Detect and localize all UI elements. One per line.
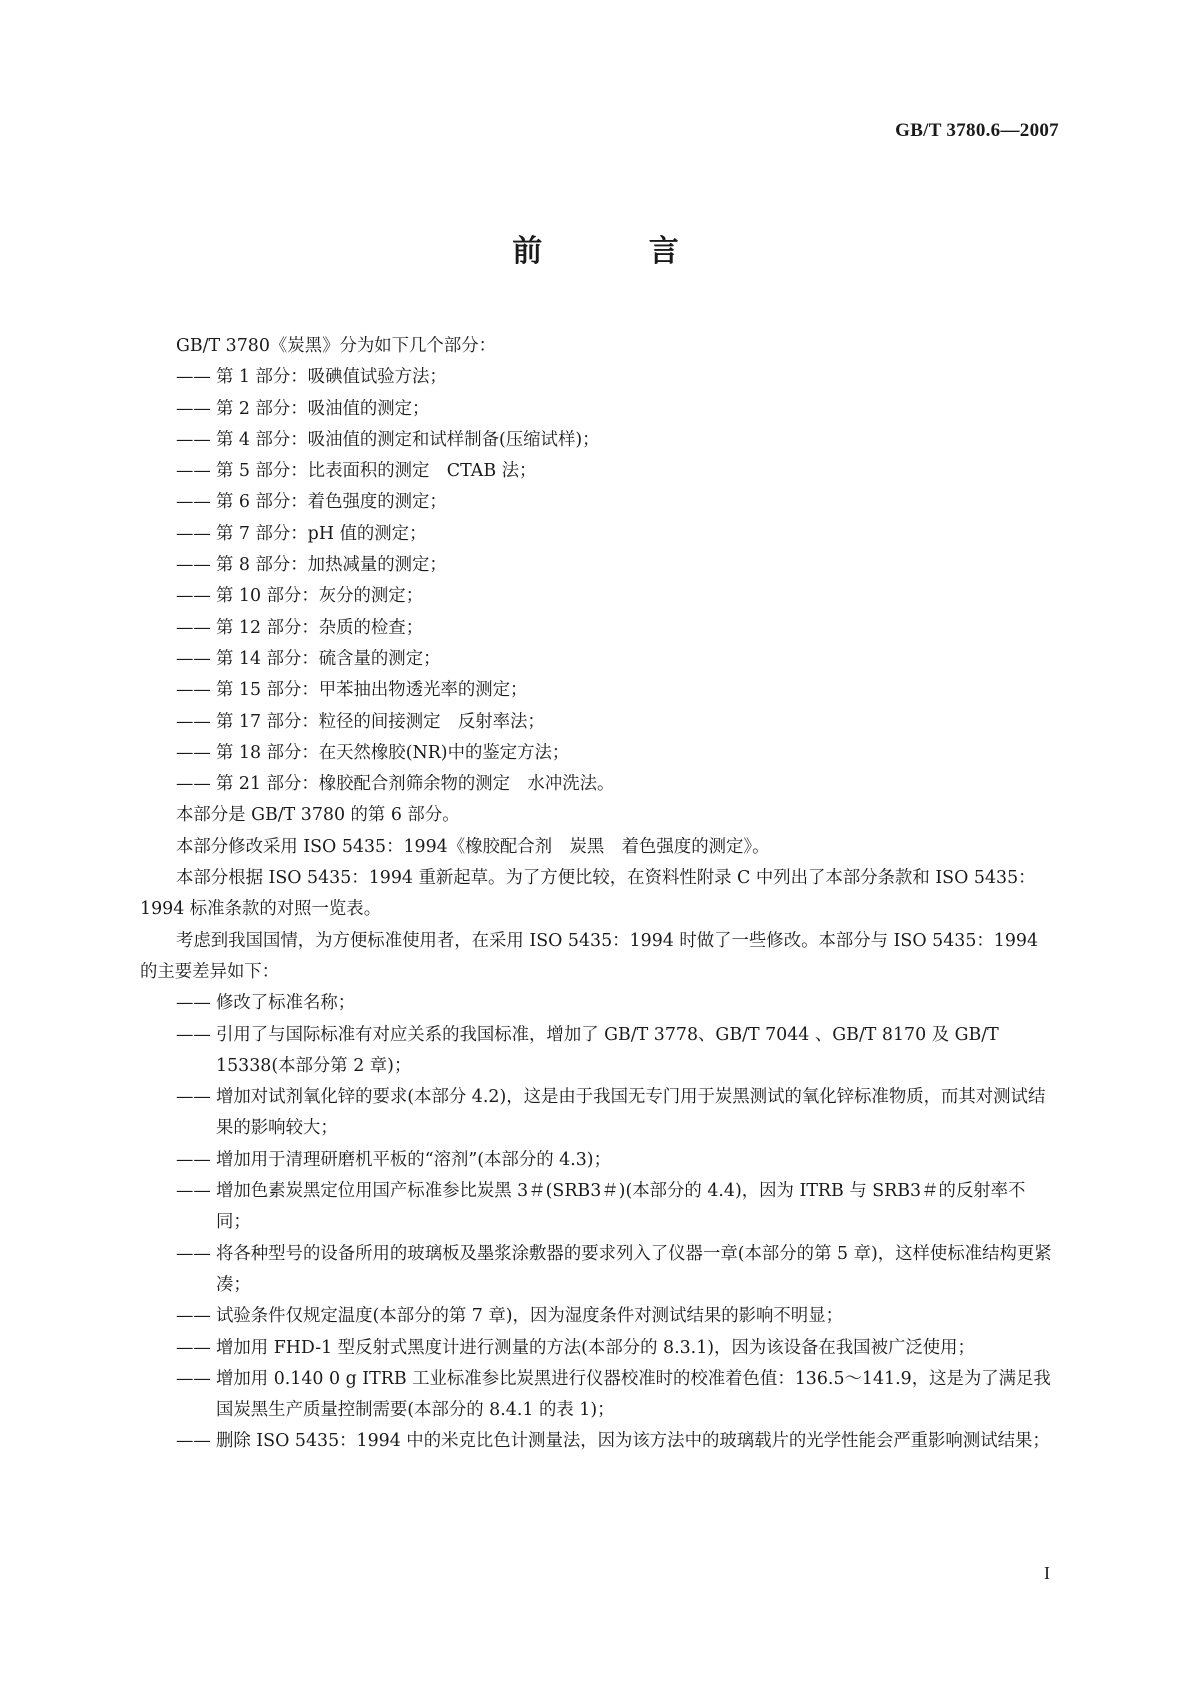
dash-marker: —— (176, 586, 211, 607)
dash-marker: —— (176, 398, 211, 419)
list-item: —— 第 6 部分：着色强度的测定； (140, 487, 1060, 518)
foreword-body (140, 331, 1060, 1458)
list-item: —— 删除 ISO 5435：1994 中的米克比色计测量法，因为该方法中的玻璃载片的光学性能会严重影响测试结果； (140, 1426, 1060, 1457)
intro-paragraph: GB/T 3780《炭黑》分为如下几个部分： (176, 336, 496, 356)
page-title: 前 言 (512, 234, 727, 269)
standard-code: GB/T 3780.6—2007 (895, 120, 1059, 141)
dash-marker: —— (176, 617, 211, 638)
list-item: —— 增加用 FHD-1 型反射式黑度计进行测量的方法(本部分的 8.3.1)，因为该设备在我国被广泛使用； (140, 1333, 1060, 1364)
dash-marker: —— (176, 993, 211, 1014)
dash-marker: —— (176, 711, 211, 732)
dash-marker: —— (176, 1337, 211, 1358)
dash-marker: —— (176, 555, 211, 576)
dash-marker: —— (176, 1181, 211, 1202)
list-item: —— 第 12 部分：杂质的检查； (140, 613, 1060, 644)
dash-marker: —— (176, 1368, 211, 1389)
list-item: —— 第 15 部分：甲苯抽出物透光率的测定； (140, 675, 1060, 706)
list-item: —— 第 10 部分：灰分的测定； (140, 581, 1060, 612)
list-item: —— 第 14 部分：硫含量的测定； (140, 644, 1060, 675)
paragraph: 考虑到我国国情，为方便标准使用者，在采用 ISO 5435：1994 时做了一些修改。本部分与 ISO 5435：1994 的主要差异如下： (140, 930, 1039, 982)
dash-marker: —— (176, 492, 211, 513)
dash-marker: —— (176, 1431, 211, 1452)
dash-marker: —— (176, 680, 211, 701)
dash-marker: —— (176, 429, 211, 450)
list-item: —— 第 18 部分：在天然橡胶(NR)中的鉴定方法； (140, 738, 1060, 769)
paragraph: 本部分是 GB/T 3780 的第 6 部分。 (176, 805, 460, 826)
dash-marker: —— (176, 367, 211, 388)
list-item: —— 增加对试剂氧化锌的要求(本部分 4.2)，这是由于我国无专门用于炭黑测试的氧化锌标准物质，而其对测试结果的影响较大； (140, 1082, 1060, 1145)
list-item: —— 增加用于清理研磨机平板的“溶剂”(本部分的 4.3)； (140, 1145, 1060, 1176)
list-item: —— 第 7 部分：pH 值的测定； (140, 519, 1060, 550)
dash-marker: —— (176, 1243, 211, 1264)
dash-marker: —— (176, 1087, 211, 1108)
list-item: —— 第 21 部分：橡胶配合剂筛余物的测定 水冲洗法。 (140, 769, 1060, 800)
parts-list (140, 362, 1060, 800)
dash-marker: —— (176, 742, 211, 763)
paragraph: 本部分根据 ISO 5435：1994 重新起草。为了方便比较，在资料性附录 C 中列出了本部分条款和 ISO 5435：1994 标准条款的对照一览表。 (140, 868, 1036, 920)
list-item: —— 引用了与国际标准有对应关系的我国标准，增加了 GB/T 3778、GB/T 7044 、GB/T 8170 及 GB/T 15338(本部分第 2 章)； (140, 1020, 1060, 1083)
list-item: —— 增加用 0.140 0 g ITRB 工业标准参比炭黑进行仪器校准时的校准着色值：136.5～141.9，这是为了满足我国炭黑生产质量控制需要(本部分的 8.4.1 的表 1)； (140, 1364, 1060, 1427)
dash-marker: —— (176, 523, 211, 544)
list-item: —— 试验条件仅规定温度(本部分的第 7 章)，因为湿度条件对测试结果的影响不明显； (140, 1301, 1060, 1332)
list-item: —— 第 5 部分：比表面积的测定 CTAB 法； (140, 456, 1060, 487)
dash-marker: —— (176, 648, 211, 669)
list-item: —— 第 8 部分：加热减量的测定； (140, 550, 1060, 581)
dash-marker: —— (176, 1306, 211, 1327)
differences-list (140, 988, 1060, 1457)
list-item: —— 第 1 部分：吸碘值试验方法； (140, 362, 1060, 393)
list-item: —— 第 2 部分：吸油值的测定； (140, 394, 1060, 425)
list-item: —— 第 4 部分：吸油值的测定和试样制备(压缩试样)； (140, 425, 1060, 456)
dash-marker: —— (176, 461, 211, 482)
dash-marker: —— (176, 1149, 211, 1170)
dash-marker: —— (176, 774, 211, 795)
list-item: —— 修改了标准名称； (140, 988, 1060, 1019)
page-number: I (1044, 1563, 1050, 1583)
paragraph: 本部分修改采用 ISO 5435：1994《橡胶配合剂 炭黑 着色强度的测定》。 (176, 836, 770, 857)
list-item: —— 将各种型号的设备所用的玻璃板及墨浆涂敷器的要求列入了仪器一章(本部分的第 5 章)，这样使标准结构更紧凑； (140, 1239, 1060, 1302)
list-item: —— 第 17 部分：粒径的间接测定 反射率法； (140, 707, 1060, 738)
list-item: —— 增加色素炭黑定位用国产标准参比炭黑 3＃(SRB3＃)(本部分的 4.4)，因为 ITRB 与 SRB3＃的反射率不同； (140, 1176, 1060, 1239)
dash-marker: —— (176, 1024, 211, 1045)
